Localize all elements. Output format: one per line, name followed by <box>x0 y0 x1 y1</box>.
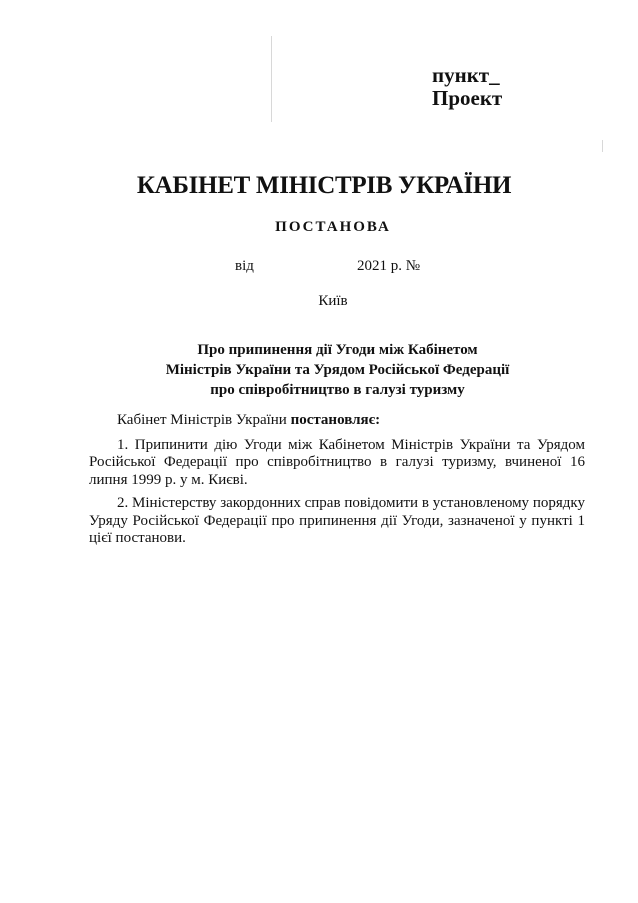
subject-line: про співробітництво в галузі туризму <box>210 382 465 398</box>
scan-artifact-line <box>602 140 603 152</box>
scan-artifact-line <box>271 36 272 122</box>
city: Київ <box>318 293 348 309</box>
draft-label: Проект <box>432 86 503 110</box>
subject-line: Про припинення дії Угоди між Кабінетом <box>197 342 478 358</box>
item-label: пункт_ <box>432 63 500 87</box>
corner-labels <box>432 64 502 110</box>
body-intro <box>89 412 585 430</box>
body-paragraph: 2. Міністерству закордонних справ повідомити в установленому порядку Уряду Російської Федерації про припинення дії Угоди, зазначеної у пункті 1 цієї постанови. <box>89 495 585 546</box>
cabinet-title: КАБІНЕТ МІНІСТРІВ УКРАЇНИ <box>136 172 512 199</box>
body-paragraph: 1. Припинити дію Угоди між Кабінетом Міністрів України та Урядом Російської Федерації про співробітництво в галузі туризму, вчиненої 16 липня 1999 р. у м. Києві. <box>89 436 585 488</box>
intro-text: Кабінет Міністрів України <box>117 412 291 428</box>
date-from-label: від <box>235 258 254 274</box>
date-year-number: 2021 р. № <box>357 258 421 274</box>
intro-decree-word: постановляє: <box>290 412 381 428</box>
document-subject <box>90 340 585 400</box>
document-type: ПОСТАНОВА <box>275 219 391 235</box>
subject-line: Міністрів України та Урядом Російської Федерації <box>165 362 510 378</box>
document-body <box>89 412 585 554</box>
